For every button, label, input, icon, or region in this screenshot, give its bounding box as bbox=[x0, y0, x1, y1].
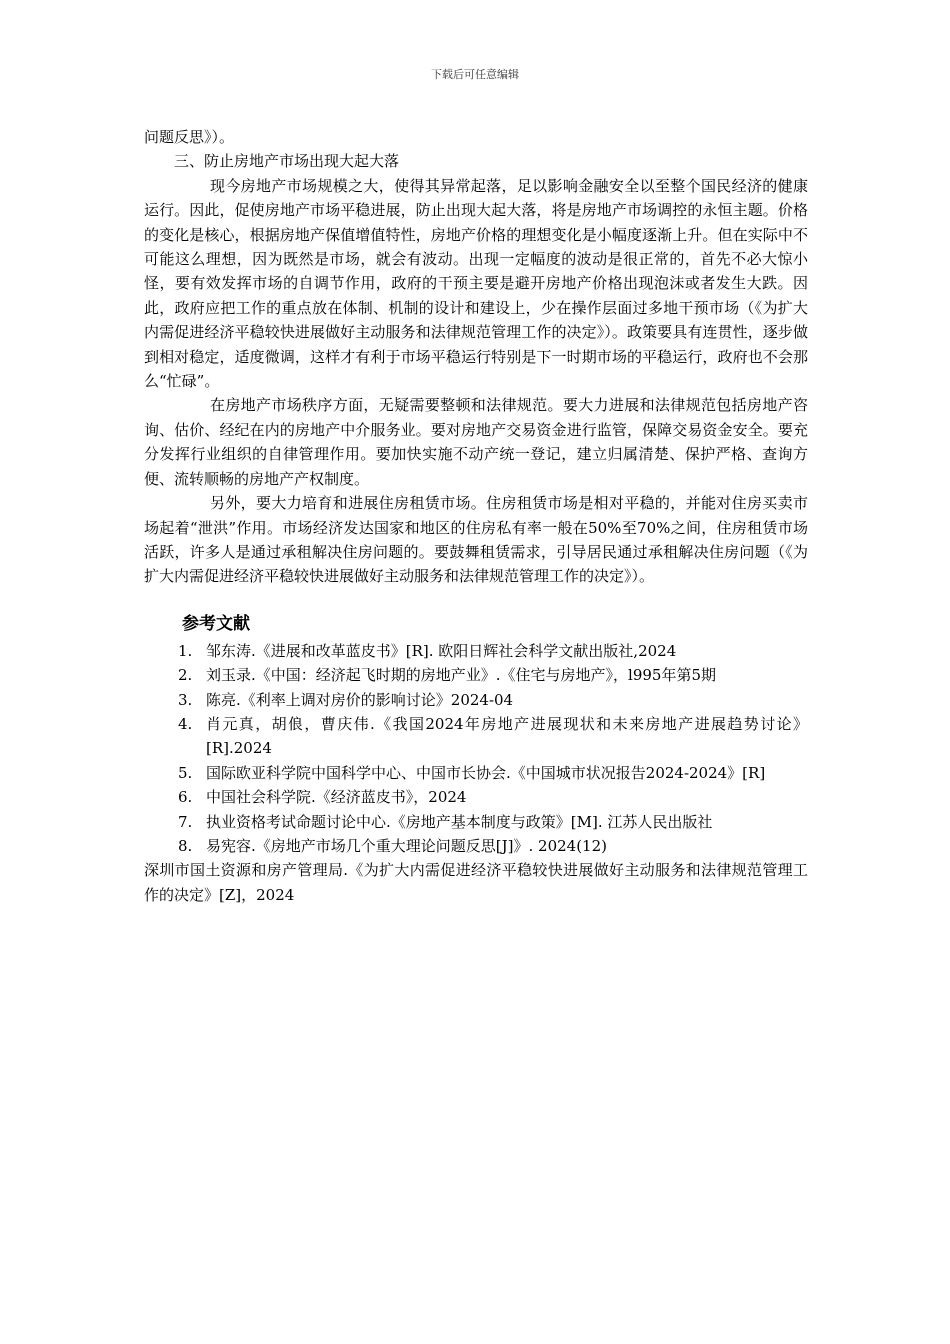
reference-number: 6. bbox=[178, 788, 193, 807]
line-continuation: 问题反思》）。 bbox=[144, 128, 235, 146]
reference-text: 易宪容.《房地产市场几个重大理论问题反思[J]》. 2024(12) bbox=[206, 836, 607, 855]
body-paragraph-3: 另外，要大力培育和进展住房租赁市场。住房租赁市场是相对平稳的，并能对住房买卖市场起着“泄洪”作用。市场经济发达国家和地区的住房私有率一般在50%至70%之间，住房租赁市场活跃，许多人是通过承租解决住房问题的。要鼓舞租赁需求，引导居民通过承租解决住房问题（《为扩大内需促进经济平稳较快进展做好主动服务和法律规范管理工作的决定》）。 bbox=[144, 494, 808, 586]
document-body bbox=[144, 125, 808, 907]
reference-text: 中国社会科学院.《经济蓝皮书》，2024 bbox=[206, 788, 467, 807]
reference-text: 陈亮.《利率上调对房价的影响讨论》2024-04 bbox=[206, 690, 514, 709]
reference-number: 3. bbox=[178, 690, 193, 709]
reference-item bbox=[144, 810, 808, 834]
reference-number: 8. bbox=[178, 836, 193, 855]
reference-text: 国际欧亚科学院中国科学中心、中国市长协会.《中国城市状况报告2024-2024》[R] bbox=[206, 763, 766, 782]
references-heading: 参考文献 bbox=[182, 613, 250, 634]
reference-number: 1. bbox=[178, 641, 193, 660]
reference-item bbox=[144, 834, 808, 858]
reference-text: 邹东涛.《进展和改革蓝皮书》[R]. 欧阳日辉社会科学文献出版社,2024 bbox=[206, 641, 677, 660]
reference-text: 执业资格考试命题讨论中心.《房地产基本制度与政策》[M]. 江苏人民出版社 bbox=[206, 812, 713, 831]
reference-number: 7. bbox=[178, 812, 193, 831]
reference-item bbox=[144, 663, 808, 687]
reference-item bbox=[144, 712, 808, 761]
reference-item bbox=[144, 688, 808, 712]
reference-item bbox=[144, 639, 808, 663]
reference-number: 4. bbox=[178, 714, 193, 733]
page-header: 下载后可任意编辑 bbox=[431, 68, 519, 81]
reference-item bbox=[144, 785, 808, 809]
body-paragraph-1: 现今房地产市场规模之大，使得其异常起落，足以影响金融安全以至整个国民经济的健康运行。因此，促使房地产市场平稳进展，防止出现大起大落，将是房地产市场调控的永恒主题。价格的变化是核心，根据房地产保值增值特性，房地产价格的理想变化是小幅度逐渐上升。但在实际中不可能这么理想，因为既然是市场，就会有波动。出现一定幅度的波动是很正常的，首先不必大惊小怪，要有效发挥市场的自调节作用，政府的干预主要是避开房地产价格出现泡沫或者发生大跌。因此，政府应把工作的重点放在体制、机制的设计和建设上，少在操作层面过多地干预市场（《为扩大内需促进经济平稳较快进展做好主动服务和法律规范管理工作的决定》）。政策要具有连贯性，逐步做到相对稳定，适度微调，这样才有利于市场平稳运行特别是下一时期市场的平稳运行，政府也不会那么“忙碌”。 bbox=[144, 176, 808, 391]
body-paragraph-2: 在房地产市场秩序方面，无疑需要整顿和法律规范。要大力进展和法律规范包括房地产咨询、估价、经纪在内的房地产中介服务业。要对房地产交易资金进行监管，保障交易资金安全。要充分发挥行业组织的自律管理作用。要加快实施不动产统一登记，建立归属清楚、保护严格、查询方便、流转顺畅的房地产产权制度。 bbox=[144, 396, 808, 488]
references-list bbox=[144, 639, 808, 859]
reference-number: 2. bbox=[178, 666, 193, 685]
reference-text: 肖元真，胡俍，曹庆伟.《我国2024年房地产进展现状和未来房地产进展趋势讨论》[R].2024 bbox=[206, 714, 808, 758]
reference-item bbox=[144, 761, 808, 785]
section-heading: 三、防止房地产市场出现大起大落 bbox=[174, 152, 400, 171]
reference-trailing: 深圳市国土资源和房产管理局.《为扩大内需促进经济平稳较快进展做好主动服务和法律规范管理工作的决定》[Z]，2024 bbox=[144, 861, 808, 904]
reference-number: 5. bbox=[178, 763, 193, 782]
reference-text: 刘玉录.《中国：经济起飞时期的房地产业》.《住宅与房地产》，l995年第5期 bbox=[206, 666, 717, 685]
